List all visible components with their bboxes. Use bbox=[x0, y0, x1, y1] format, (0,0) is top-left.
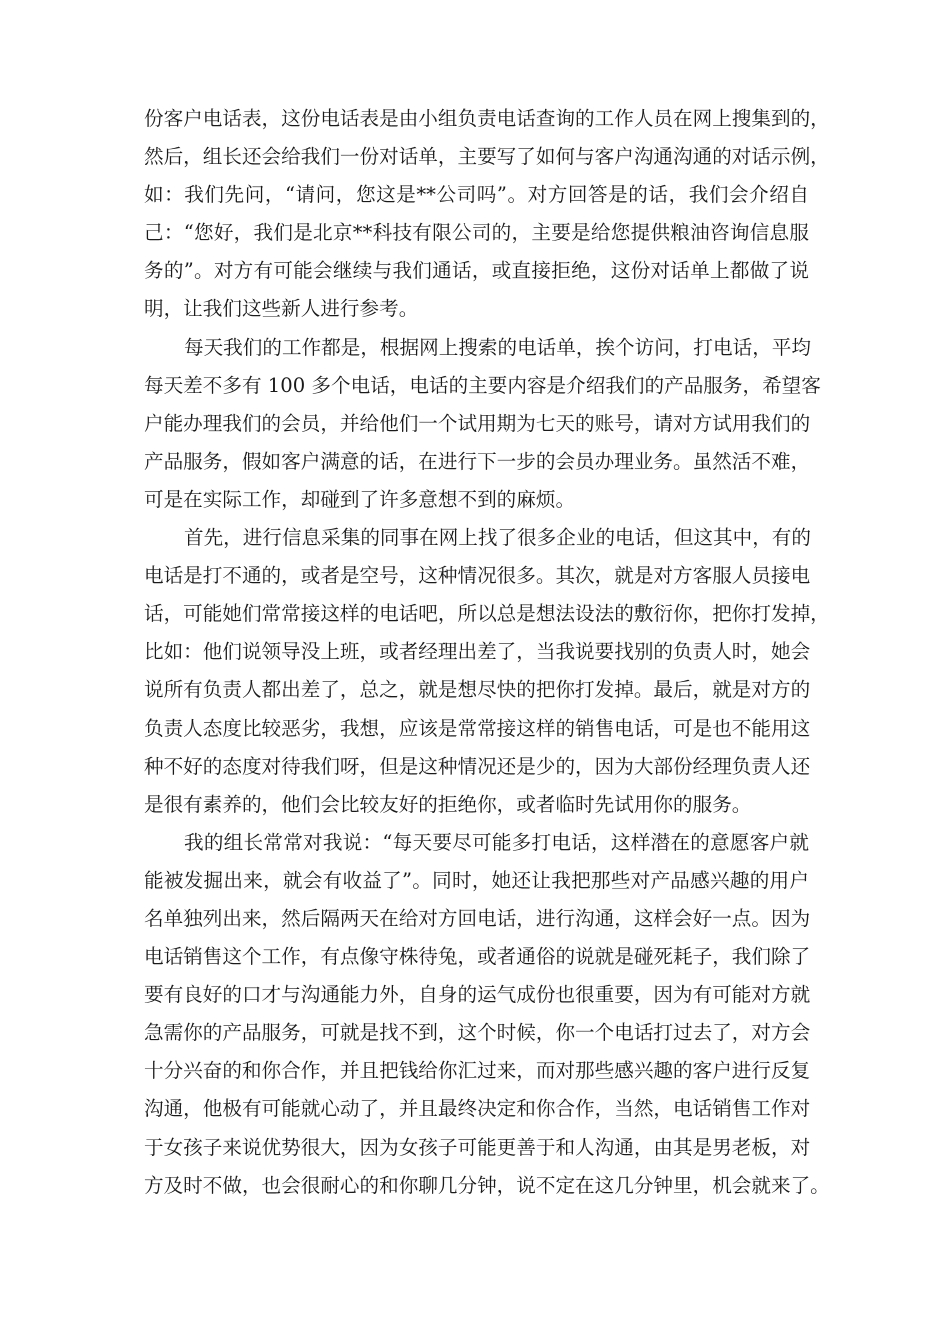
text-line: 户能办理我们的会员，并给他们一个试用期为七天的账号，请对方试用我们的 bbox=[144, 411, 811, 435]
text-line: 每天我们的工作都是，根据网上搜索的电话单，挨个访问，打电话，平均 bbox=[184, 335, 811, 359]
text-line: 电话销售这个工作，有点像守株待兔，或者通俗的说就是碰死耗子，我们除了 bbox=[144, 945, 811, 969]
text-line: 如：我们先问，“请问，您这是**公司吗”。对方回答是的话，我们会介绍自 bbox=[144, 183, 809, 207]
text-line: 务的”。对方有可能会继续与我们通话，或直接拒绝，这份对话单上都做了说 bbox=[144, 259, 809, 283]
text-line: 于女孩子来说优势很大，因为女孩子可能更善于和人沟通，由其是男老板，对 bbox=[144, 1135, 811, 1159]
text-line: 名单独列出来，然后隔两天在给对方回电话，进行沟通，这样会好一点。因为 bbox=[144, 906, 811, 930]
text-line: 我的组长常常对我说：“每天要尽可能多打电话，这样潜在的意愿客户就 bbox=[184, 830, 809, 854]
paragraph bbox=[144, 100, 830, 329]
text-line: 能被发掘出来，就会有收益了”。同时，她还让我把那些对产品感兴趣的用户 bbox=[144, 868, 809, 892]
text-line: 然后，组长还会给我们一份对话单，主要写了如何与客户沟通沟通的对话示例， bbox=[144, 145, 830, 169]
text-line: 每天差不多有 100 多个电话，电话的主要内容是介绍我们的产品服务，希望客 bbox=[144, 373, 821, 397]
text-line: 说所有负责人都出差了，总之，就是想尽快的把你打发掉。最后，就是对方的 bbox=[144, 678, 811, 702]
text-line: 急需你的产品服务，可就是找不到，这个时候，你一个电话打过去了，对方会 bbox=[144, 1021, 811, 1045]
text-line: 首先，进行信息采集的同事在网上找了很多企业的电话，但这其中，有的 bbox=[184, 526, 811, 550]
text-line: 比如：他们说领导没上班，或者经理出差了，当我说要找别的负责人时，她会 bbox=[144, 640, 811, 664]
text-line: 是很有素养的，他们会比较友好的拒绝你，或者临时先试用你的服务。 bbox=[144, 792, 752, 816]
text-line: 十分兴奋的和你合作，并且把钱给你汇过来，而对那些感兴趣的客户进行反复 bbox=[144, 1059, 811, 1083]
text-line: 话，可能她们常常接这样的电话吧，所以总是想法设法的敷衍你，把你打发掉， bbox=[144, 602, 830, 626]
text-line: 沟通，他极有可能就心动了，并且最终决定和你合作，当然，电话销售工作对 bbox=[144, 1097, 811, 1121]
text-line: 可是在实际工作，却碰到了许多意想不到的麻烦。 bbox=[144, 487, 576, 511]
text-line: 己：“您好，我们是北京**科技有限公司的，主要是给您提供粮油咨询信息服 bbox=[144, 221, 809, 245]
text-line: 负责人态度比较恶劣，我想，应该是常常接这样的销售电话，可是也不能用这 bbox=[144, 716, 811, 740]
text-line: 要有良好的口才与沟通能力外，自身的运气成份也很重要，因为有可能对方就 bbox=[144, 983, 811, 1007]
paragraph bbox=[144, 329, 821, 519]
text-line: 产品服务，假如客户满意的话，在进行下一步的会员办理业务。虽然活不难， bbox=[144, 449, 811, 473]
document-page bbox=[144, 100, 830, 1205]
text-line: 种不好的态度对待我们呀，但是这种情况还是少的，因为大部份经理负责人还 bbox=[144, 754, 811, 778]
paragraph bbox=[144, 824, 830, 1205]
text-line: 电话是打不通的，或者是空号，这种情况很多。其次，就是对方客服人员接电 bbox=[144, 564, 811, 588]
text-line: 明，让我们这些新人进行参考。 bbox=[144, 297, 419, 321]
text-line: 方及时不做，也会很耐心的和你聊几分钟，说不定在这几分钟里，机会就来了。 bbox=[144, 1173, 830, 1197]
text-line: 份客户电话表，这份电话表是由小组负责电话查询的工作人员在网上搜集到的， bbox=[144, 107, 830, 130]
paragraph bbox=[144, 519, 830, 824]
